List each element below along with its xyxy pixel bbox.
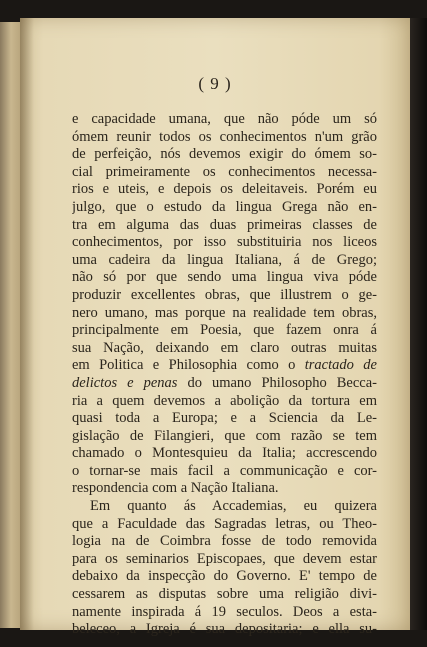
text-line: que a Faculdade das Sagradas letras, ou Theo- bbox=[72, 515, 377, 532]
text-line: ómem reunir todos os conhecimentos n'um grão bbox=[72, 128, 377, 145]
page-gutter-shadow bbox=[20, 18, 34, 630]
text-line: julgo, que o estudo da lingua Grega não en- bbox=[72, 198, 377, 215]
text-segment: em Politica e Philosophia como o bbox=[72, 357, 305, 374]
text-line: logia na de Coimbra fosse de todo removida bbox=[72, 533, 377, 550]
page-number: ( 9 ) bbox=[198, 74, 232, 93]
previous-page-edge bbox=[0, 22, 20, 628]
text-line: não só por que sendo uma lingua viva póde bbox=[72, 269, 377, 286]
text-line: sua Nação, deixando em claro outras muitas bbox=[72, 339, 377, 356]
text-line bbox=[72, 357, 377, 375]
text-line: namente inspirada á 19 seculos. Deos a esta- bbox=[72, 603, 377, 620]
text-line: tra em alguma das duas primeiras classes de bbox=[72, 216, 377, 233]
text-line: ria a quem devemos a abolição da tortura em bbox=[72, 392, 377, 409]
text-line: cial primeiramente os conhecimentos necessa- bbox=[72, 163, 377, 180]
text-line: chamado o Montesquieu da Italia; accrescendo bbox=[72, 445, 377, 462]
book-page bbox=[20, 18, 410, 638]
text-line: debaixo da inspecção do Governo. E' tempo de bbox=[72, 568, 377, 585]
text-line: uma cadeira da lingua Italiana, á de Grego; bbox=[72, 251, 377, 268]
text-line: principalmente em Poesia, que fazem onra á bbox=[72, 322, 377, 339]
body-text bbox=[72, 111, 377, 639]
italic-title-segment: tractado de bbox=[304, 357, 377, 374]
text-line: cessarem as disputas sobre uma religião divi- bbox=[72, 586, 377, 603]
text-line: de perfeição, nós devemos exigir do ómem so- bbox=[72, 146, 377, 163]
text-line: beleceo, a Igreja é sua depositaria; e ella su- bbox=[72, 621, 377, 638]
text-line: para os seminarios Episcopaes, que devem estar bbox=[72, 550, 377, 567]
text-line: produzir excellentes obras, que illustrem o ge- bbox=[72, 286, 377, 303]
text-line: conhecimentos, por isso substituiria nos liceos bbox=[72, 234, 377, 251]
text-line: quasi toda a Europa; e a Sciencia da Le- bbox=[72, 410, 377, 427]
text-line: Em quanto ás Accademias, eu quizera bbox=[90, 498, 377, 515]
text-line: gislação de Filangieri, que com razão se tem bbox=[72, 427, 377, 444]
text-line: respondencia com a Nação Italiana. bbox=[72, 480, 279, 497]
text-line bbox=[72, 375, 377, 393]
page-edge-shadow bbox=[410, 18, 427, 630]
text-line: o tornar-se mais facil a communicação e cor- bbox=[72, 462, 377, 479]
text-line: nero umano, mas porque na realidade tem obras, bbox=[72, 304, 377, 321]
italic-title-segment: delictos e penas bbox=[72, 374, 178, 391]
text-line: rios e uteis, e depois os deleitaveis. Porém eu bbox=[72, 181, 377, 198]
text-line: e capacidade umana, que não póde um só bbox=[72, 111, 377, 127]
text-segment: do umano Philosopho Becca- bbox=[177, 374, 377, 391]
